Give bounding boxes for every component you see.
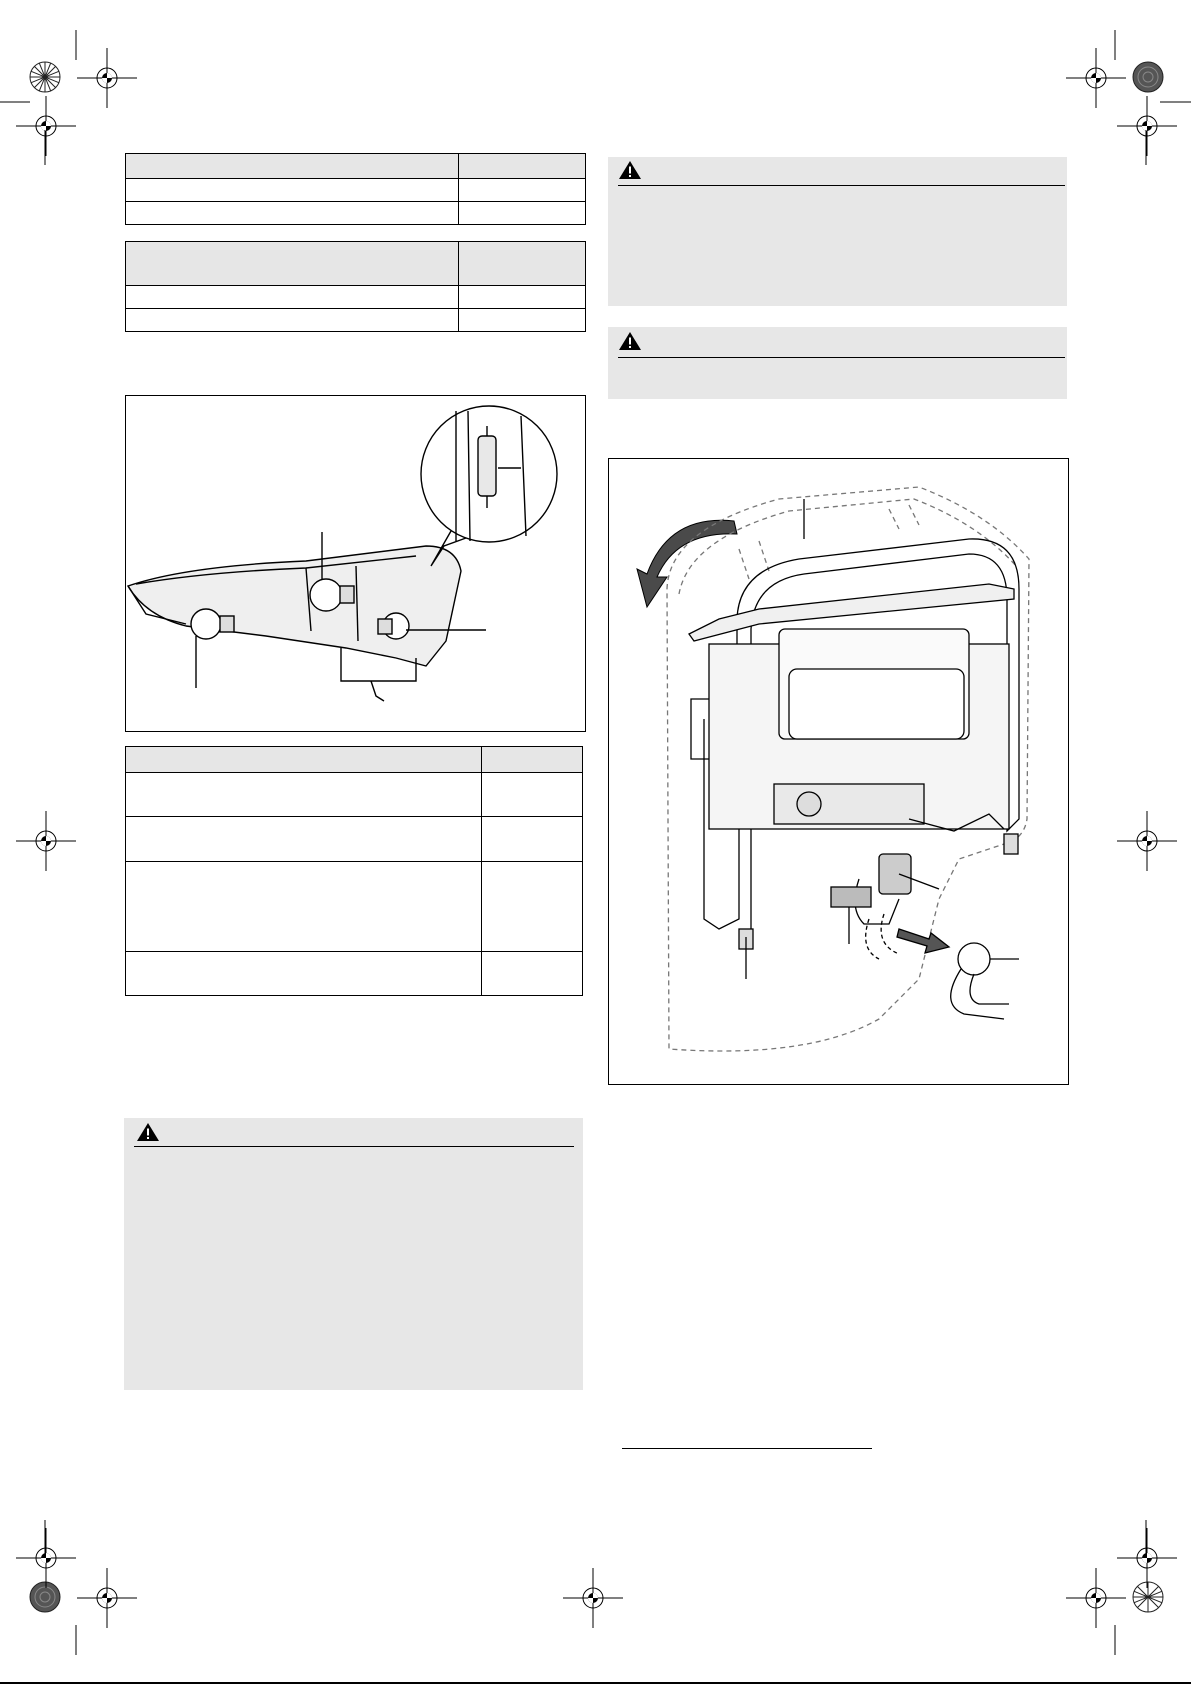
table-header-row [126, 154, 586, 179]
warning-triangle-icon [618, 331, 642, 351]
table-header-cell [126, 242, 459, 286]
table-row [126, 202, 586, 225]
tail-light-illustration [126, 396, 585, 731]
table-row [126, 309, 586, 332]
footnote-rule [622, 1448, 872, 1449]
rotate-arrow-icon [637, 520, 737, 607]
table-row [126, 862, 583, 952]
table-row [126, 286, 586, 309]
bulb-table [125, 746, 583, 996]
table-cell [126, 817, 482, 862]
warning-panel-left [124, 1118, 583, 1390]
cover-removal-figure [608, 458, 1069, 1085]
warning-rule [618, 185, 1065, 186]
table-cell [482, 773, 583, 817]
table-cell [459, 179, 586, 202]
warning-triangle-icon [618, 160, 642, 180]
warning-rule [618, 357, 1065, 358]
warning-panel-top [608, 157, 1067, 306]
table-header-cell [126, 747, 482, 773]
table-cell [459, 202, 586, 225]
table-cell [126, 309, 459, 332]
spec-table-second [125, 241, 586, 332]
table-header-cell [126, 154, 459, 179]
table-cell [126, 179, 459, 202]
table-cell [126, 773, 482, 817]
cover-removal-illustration [609, 459, 1068, 1084]
table-row [126, 952, 583, 996]
table-cell [459, 286, 586, 309]
table-cell [126, 202, 459, 225]
warning-panel-second [608, 327, 1067, 399]
table-cell [126, 952, 482, 996]
table-cell [482, 862, 583, 952]
table-row [126, 179, 586, 202]
table-header-cell [459, 242, 586, 286]
warning-rule [134, 1146, 574, 1147]
table-cell [459, 309, 586, 332]
spec-table-top [125, 153, 586, 225]
table-row [126, 773, 583, 817]
pull-arrow-icon [897, 929, 949, 953]
table-header-row [126, 242, 586, 286]
table-cell [482, 817, 583, 862]
tail-light-figure [125, 395, 586, 732]
table-cell [126, 286, 459, 309]
table-row [126, 817, 583, 862]
warning-triangle-icon [136, 1122, 160, 1142]
table-header-row [126, 747, 583, 773]
table-cell [126, 862, 482, 952]
table-header-cell [482, 747, 583, 773]
table-header-cell [459, 154, 586, 179]
table-cell [482, 952, 583, 996]
